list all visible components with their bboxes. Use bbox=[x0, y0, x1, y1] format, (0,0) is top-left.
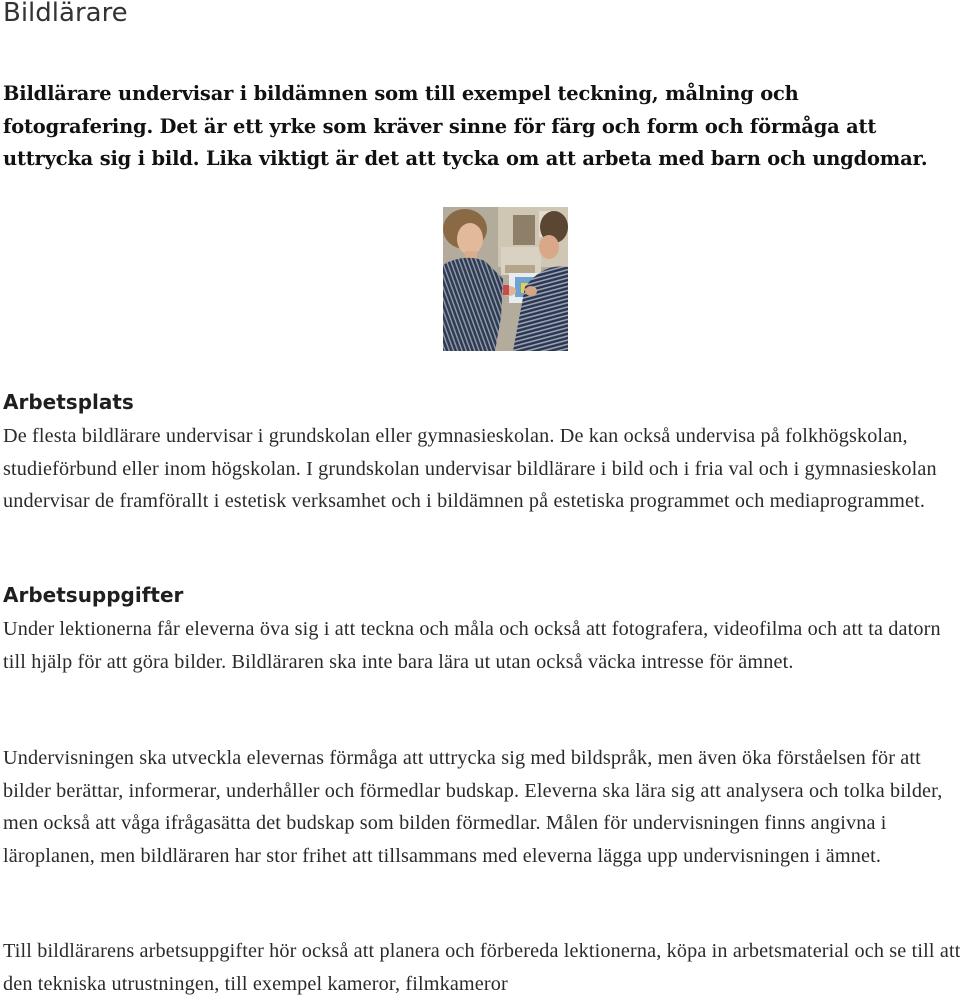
heading-arbetsplats: Arbetsplats bbox=[3, 390, 134, 414]
heading-arbetsuppgifter: Arbetsuppgifter bbox=[3, 583, 184, 607]
intro-paragraph: Bildlärare undervisar i bildämnen som till exempel teckning, målning och fotografering. Det är ett yrke som kräver sinne för färg och form och förmåga att uttrycka sig i bild. Lika viktigt är det att tycka om att arbeta med barn och ungdomar. bbox=[3, 82, 928, 170]
page-title: Bildlärare bbox=[3, 0, 128, 28]
arbetsplats-paragraph: De flesta bildlärare undervisar i grundskolan eller gymnasieskolan. De kan också undervisa på folkhögskolan, studieförbund eller inom högskolan. I grundskolan undervisar bildlärare i bild och i fria val och i gymnasieskolan undervisar de framförallt i estetisk verksamhet och i bildämnen på estetiska programmet och mediaprogrammet. bbox=[3, 425, 937, 512]
teacher-photo bbox=[443, 207, 568, 351]
arbetsuppgifter-paragraph-2: Undervisningen ska utveckla elevernas förmåga att uttrycka sig med bildspråk, men även öka förståelsen för att bilder berättar, informerar, underhåller och förmedlar budskap. Eleverna ska lära sig att analysera och tolka bilder, men också att våga ifrågasätta det budskap som bilden förmedlar. Målen för undervisningen finns angivna i läroplanen, men bildläraren har stor frihet att tillsammans med eleverna lägga upp undervisningen i ämnet. bbox=[3, 747, 943, 867]
arbetsuppgifter-paragraph-3: Till bildlärarens arbetsuppgifter hör också att planera och förbereda lektionerna, köpa in arbetsmaterial och se till att den tekniska utrustningen, till exempel kameror, filmkameror bbox=[3, 940, 960, 995]
arbetsuppgifter-paragraph-1: Under lektionerna får eleverna öva sig i att teckna och måla och också att fotografera, videofilma och att ta datorn till hjälp för att göra bilder. Bildläraren ska inte bara lära ut utan också väcka intresse för ämnet. bbox=[3, 618, 941, 673]
